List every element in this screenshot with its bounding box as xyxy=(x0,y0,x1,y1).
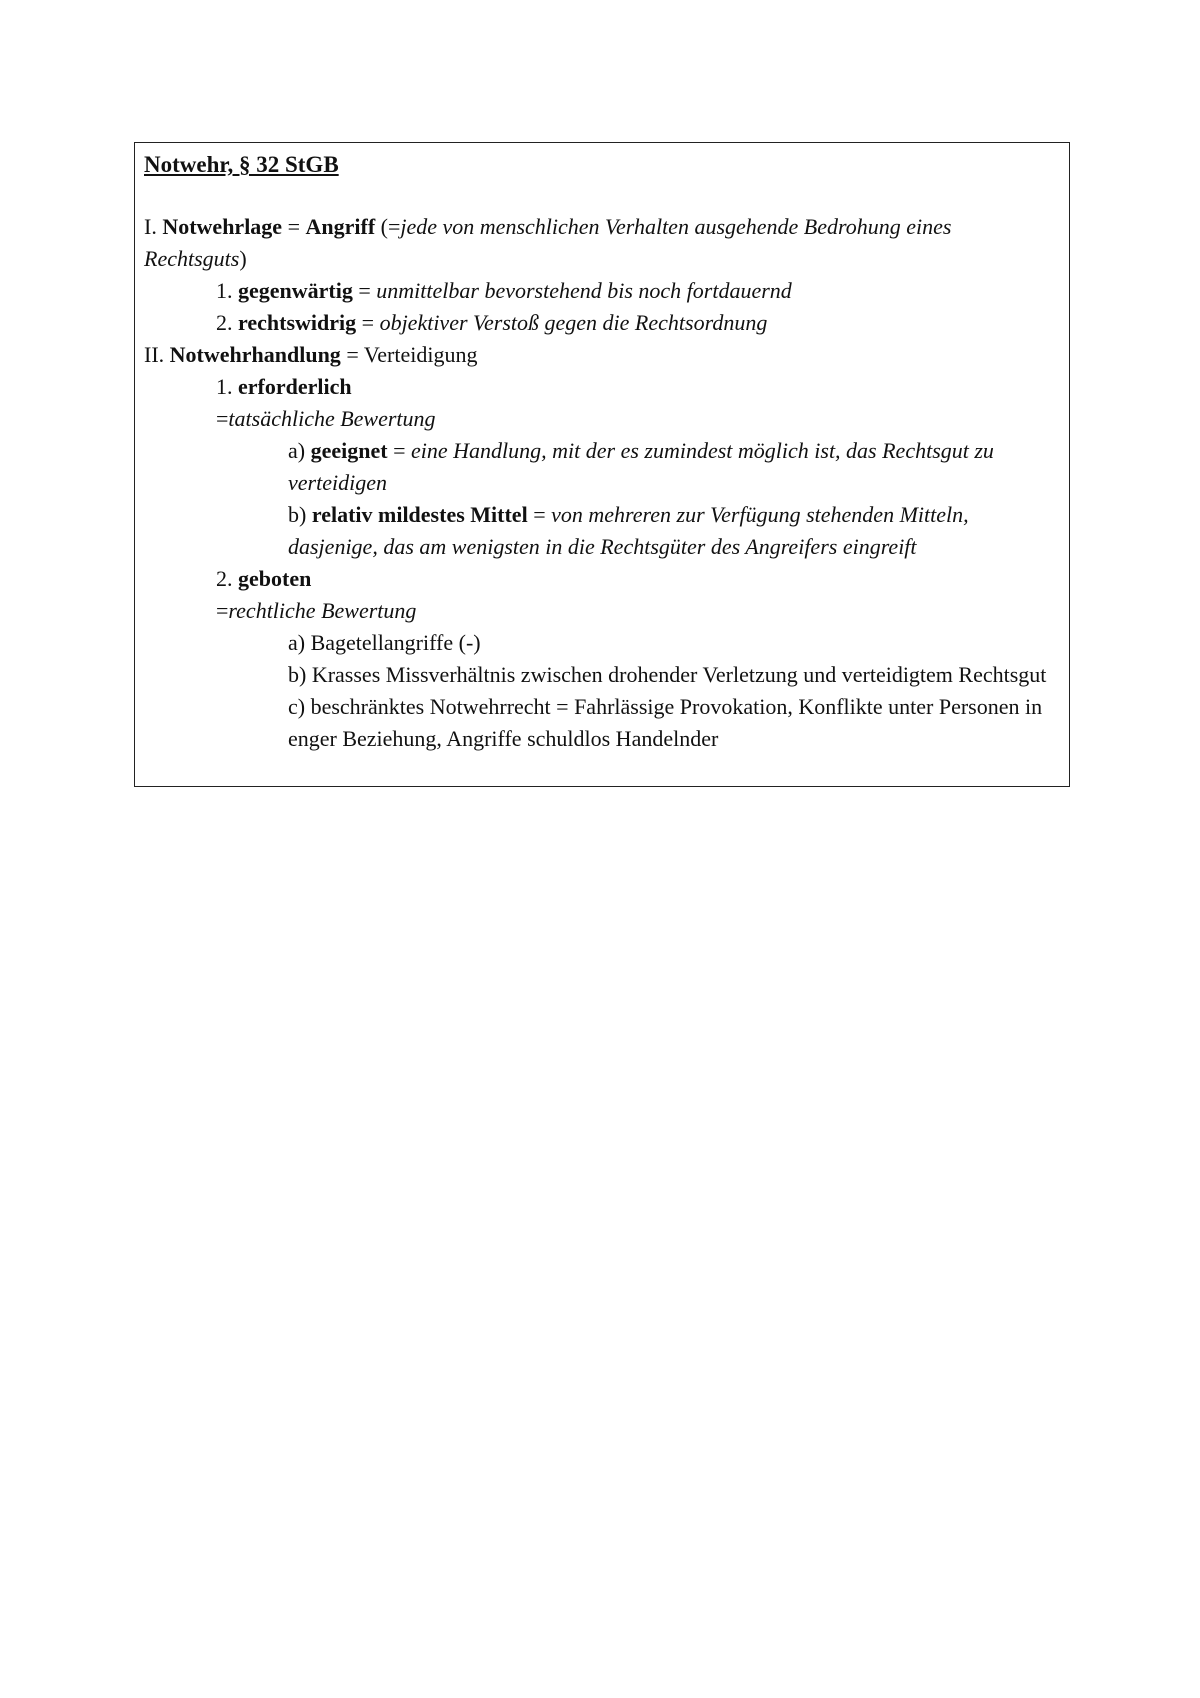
list-item xyxy=(144,275,1059,307)
item-term: rechtswidrig xyxy=(238,310,357,335)
item-text: Krasses Missverhältnis zwischen drohender Verletzung und verteidigtem Rechtsgut xyxy=(311,662,1047,687)
section-2-number: II. xyxy=(144,342,165,367)
section-1-definition: jede von menschlichen Verhalten ausgehende Bedrohung eines Rechtsguts xyxy=(144,214,952,271)
subsection-erforderlich-definition xyxy=(144,403,1059,435)
item-term: geeignet xyxy=(310,438,388,463)
section-1-term2: Angriff xyxy=(305,214,376,239)
item-definition: von mehreren zur Verfügung stehenden Mitteln, dasjenige, das am wenigsten in die Rechtsgüter des Angreifers eingreift xyxy=(288,502,969,559)
item-number: 2. xyxy=(216,310,233,335)
item-eq: = xyxy=(361,310,375,335)
item-number: 2. xyxy=(216,566,233,591)
item-term: gegenwärtig xyxy=(238,278,353,303)
item-definition: eine Handlung, mit der es zumindest möglich ist, das Rechtsgut zu verteidigen xyxy=(288,438,994,495)
item-text: Bagetellangriffe (-) xyxy=(310,630,481,655)
section-2-heading xyxy=(144,339,1059,371)
section-2-eq: = xyxy=(346,342,359,367)
list-item xyxy=(144,691,1059,755)
item-eq: = xyxy=(358,278,371,303)
item-label: c) xyxy=(288,694,306,719)
item-eq: = xyxy=(216,406,229,431)
item-text: beschränktes Notwehrrecht = Fahrlässige Provokation, Konflikte unter Personen in enger Beziehung, Angriffe schuldlos Handelnder xyxy=(288,694,1043,751)
item-term: relativ mildestes Mittel xyxy=(311,502,528,527)
item-label: a) xyxy=(288,438,306,463)
list-item xyxy=(144,307,1059,339)
page-title: Notwehr, § 32 StGB xyxy=(144,152,339,177)
list-item xyxy=(144,659,1059,691)
section-1-paren-close: ) xyxy=(239,246,247,271)
section-1-number: I. xyxy=(144,214,157,239)
item-term: geboten xyxy=(238,566,312,591)
item-definition: rechtliche Bewertung xyxy=(228,598,417,623)
item-definition: tatsächliche Bewertung xyxy=(228,406,436,431)
list-item xyxy=(144,627,1059,659)
subsection-geboten xyxy=(144,563,1059,595)
item-label: b) xyxy=(288,662,307,687)
section-1-eq: = xyxy=(287,214,300,239)
spacer xyxy=(144,181,1059,211)
notwehr-schema-box xyxy=(134,142,1070,787)
list-item xyxy=(144,435,1059,499)
item-number: 1. xyxy=(216,278,233,303)
section-1-term: Notwehrlage xyxy=(162,214,283,239)
item-number: 1. xyxy=(216,374,233,399)
section-2-value: Verteidigung xyxy=(363,342,478,367)
item-definition: unmittelbar bevorstehend bis noch fortdauernd xyxy=(376,278,792,303)
section-1-heading xyxy=(144,211,1059,275)
item-term: erforderlich xyxy=(238,374,352,399)
item-eq: = xyxy=(216,598,229,623)
item-definition: objektiver Verstoß gegen die Rechtsordnung xyxy=(379,310,768,335)
item-label: b) xyxy=(288,502,307,527)
subsection-erforderlich xyxy=(144,371,1059,403)
item-label: a) xyxy=(288,630,306,655)
section-1-paren-open: (= xyxy=(380,214,401,239)
item-eq: = xyxy=(393,438,406,463)
section-2-term: Notwehrhandlung xyxy=(169,342,341,367)
subsection-geboten-definition xyxy=(144,595,1059,627)
item-eq: = xyxy=(533,502,546,527)
list-item xyxy=(144,499,1059,563)
